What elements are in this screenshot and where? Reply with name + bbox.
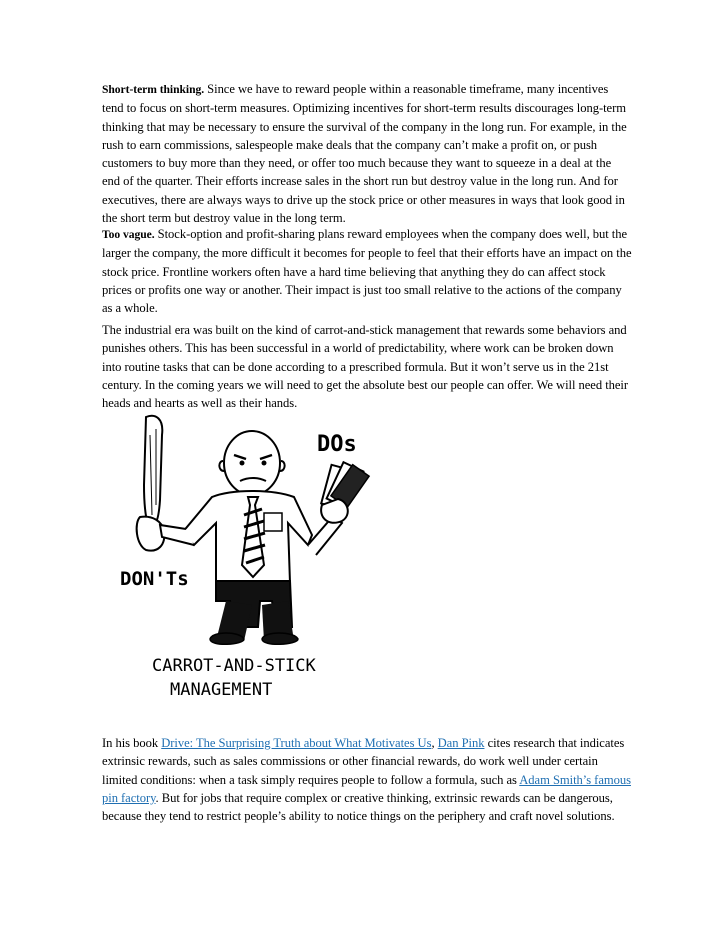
paragraph-short-term-thinking [102,80,632,227]
paragraph-lead: Short-term thinking. [102,83,205,96]
caption-line-2: MANAGEMENT [170,680,273,700]
paragraph-text: . But for jobs that require complex or creative thinking, extrinsic rewards can be dangerous, because they tend to restrict people’s ability to notice things on the periphery and craft novel solutions. [102,790,615,824]
head-icon [224,431,280,495]
caption-line-1: CARROT-AND-STICK [152,656,316,676]
paragraph-text: In his book [102,736,162,750]
paragraph-text: cites research that indicates extrinsic rewards, such as sales commissions or other financial rewards, do work well under certain limited conditions: when a task simply requires people to follow a formula, such as [102,736,625,787]
paragraph-text: Since we have to reward people within a reasonable timeframe, many incentives tend to focus on short-term measures. Optimizing incentives for short-term results discourages long-term thinking that may be necessary to ensure the survival of the company in the long run. For example, in the rush to earn commissions, salespeople make deals that the company can’t make a profit on, or push customers to buy more than they need, or offer too much because they want to squeeze in a deal at the end of the quarter. Their efforts increase sales in the short run but destroy value in the long run. And for executives, there are always ways to drive up the stock price or other measures in ways that look good in the short term but destroy value in the long term. [102,82,627,226]
link-drive-book[interactable]: Drive: The Surprising Truth about What Motivates Us [161,736,432,750]
carrot-and-stick-cartoon [112,405,412,705]
paragraph-text: , [431,736,438,750]
paragraph-lead: Too vague. [102,228,155,241]
link-adam-smith-pin-factory[interactable]: Adam Smith’s famous pin factory [102,772,631,805]
bat-icon [144,416,162,525]
paragraph-industrial-era [102,321,632,412]
paragraph-drive-book [102,734,632,825]
paragraph-text: Stock-option and profit-sharing plans reward employees when the company does well, but the larger the company, the more difficult it becomes for people to feel that their efforts have an impact on the stock price. Frontline workers often have a hard time believing that anything they do can affect stock prices or profits one way or another. Their impact is just too small relative to the actions of the company as a whole. [102,227,632,316]
link-dan-pink[interactable]: Dan Pink [437,736,485,750]
dos-label: DOs [317,432,357,457]
paragraph-too-vague [102,225,632,317]
donts-label: DON'Ts [120,568,189,590]
paragraph-text: The industrial era was built on the kind of carrot-and-stick management that rewards some behaviors and punishes others. This has been successful in a world of predictability, where work can be broken down into routine tasks that can be done according to a prescribed formula. But it won’t serve us in the 21st century. In the coming years we will need to get the absolute best our people can offer. We will need their heads and hearts as well as their hands. [102,323,629,411]
